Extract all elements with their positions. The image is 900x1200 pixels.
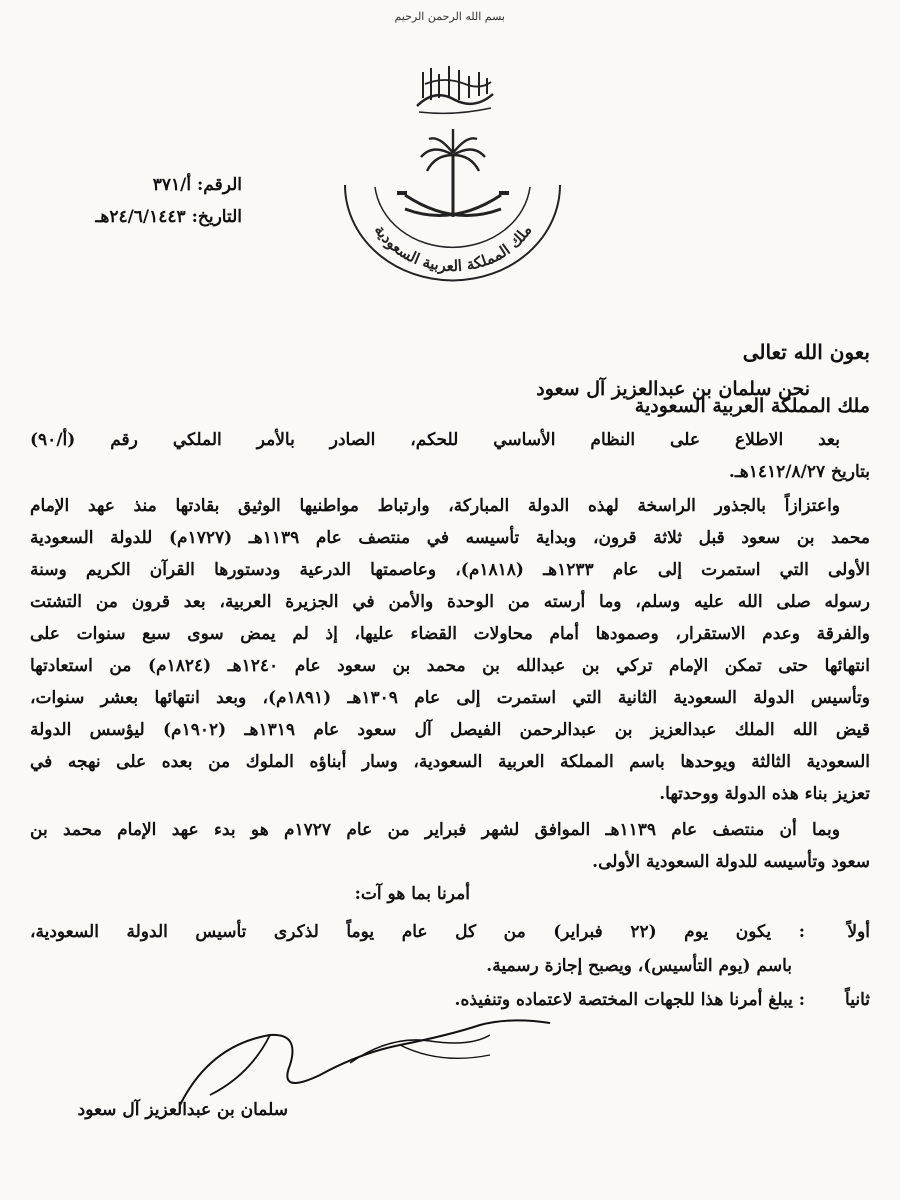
sovereign-title: ملك المملكة العربية السعودية bbox=[634, 395, 870, 417]
reference-number bbox=[153, 175, 242, 195]
reference-number-label: الرقم: bbox=[197, 175, 242, 195]
reference-number-value: أ/٣٧١ bbox=[152, 175, 192, 195]
invocation: بعون الله تعالى bbox=[742, 340, 870, 364]
paragraph-1-line: واعتزازاً بالجذور الراسخة لهذه الدولة المباركة، وارتباط مواطنيها الوثيق بقادتها منذ عهد الإمام bbox=[30, 496, 840, 516]
paragraph-1-line: رسوله صلى الله عليه وسلم، وما أرسته من الوحدة والأمن في الجزيرة العربية، بعد قرون من التشتت bbox=[30, 592, 870, 612]
emblem-arc-caption: ملك المملكة العربية السعودية bbox=[370, 221, 536, 276]
clause-1-line: باسم (يوم التأسيس)، ويصبح إجازة رسمية. bbox=[486, 956, 792, 976]
palm-swords-emblem bbox=[335, 125, 570, 285]
paragraph-1-line: محمد بن سعود قبل ثلاثة قرون، وبداية تأسيسه في منتصف عام ١١٣٩هـ (١٧٢٧م) للدولة السعودية bbox=[30, 528, 870, 548]
clause-2-line: : يبلغ أمرنا هذا للجهات المختصة لاعتماده وتنفيذه. bbox=[454, 990, 805, 1010]
clause-1-label: أولاً bbox=[847, 922, 870, 942]
paragraph-2-line: وبما أن منتصف عام ١١٣٩هـ الموافق لشهر فبراير من عام ١٧٢٧م هو بدء عهد الإمام محمد بن bbox=[30, 820, 840, 840]
paragraph-1-line: الأولى التي استمرت إلى عام ١٢٣٣هـ (١٨١٨م)، وعاصمتها الدرعية ودستورها القرآن الكريم وسنة bbox=[30, 560, 870, 580]
clause-2-label: ثانياً bbox=[845, 990, 870, 1010]
handwritten-signature bbox=[150, 1005, 570, 1115]
paragraph-1-line: انتهائها حتى تمكن الإمام تركي بن عبدالله بن محمد بن سعود عام ١٢٤٠هـ (١٨٢٤م) من استعادتها bbox=[30, 656, 870, 676]
signatory-name: سلمان بن عبدالعزيز آل سعود bbox=[77, 1100, 288, 1120]
paragraph-1-line: قيض الله الملك عبدالعزيز بن عبدالرحمن الفيصل آل سعود عام ١٣١٩هـ (١٩٠٢م) ليؤسس الدولة bbox=[30, 720, 870, 740]
sovereign-name: نحن سلمان بن عبدالعزيز آل سعود bbox=[536, 378, 810, 400]
reference-date-value: ٢٤/٦/١٤٤٣هـ bbox=[95, 207, 186, 227]
shahada-calligraphy-logo bbox=[405, 58, 505, 118]
preamble-line-1: بعد الاطلاع على النظام الأساسي للحكم، الصادر بالأمر الملكي رقم (أ/٩٠) bbox=[30, 430, 840, 450]
order-intro: أمرنا بما هو آت: bbox=[354, 884, 470, 904]
preamble-line-2: بتاريخ ١٤١٢/٨/٢٧هـ. bbox=[728, 462, 870, 482]
paragraph-1-line: تعزيز بناء هذه الدولة ووحدتها. bbox=[659, 784, 870, 804]
paragraph-1-line: والفرقة وعدم الاستقرار، وصمودها أمام محاولات القضاء عليها، إذ لم يمض سوى سبع سنوات على bbox=[30, 624, 870, 644]
paragraph-2-line: سعود وتأسيسه للدولة السعودية الأولى. bbox=[592, 852, 870, 872]
reference-date bbox=[95, 207, 242, 227]
reference-date-label: التاريخ: bbox=[191, 207, 242, 227]
clause-1-line: : يكون يوم (٢٢ فبراير) من كل عام يوماً لذكرى تأسيس الدولة السعودية، bbox=[30, 922, 805, 942]
paragraph-1-line: السعودية الثالثة ويوحدها باسم المملكة العربية السعودية، وسار أبناؤه الملوك من بعده على نهجه في bbox=[30, 752, 870, 772]
basmala-header: بسم الله الرحمن الرحيم bbox=[394, 10, 505, 23]
paragraph-1-line: وتأسيس الدولة السعودية الثانية التي استمرت إلى عام ١٣٠٩هـ (١٨٩١م)، وبعد انتهائها بعشر سنوات، bbox=[30, 688, 870, 708]
